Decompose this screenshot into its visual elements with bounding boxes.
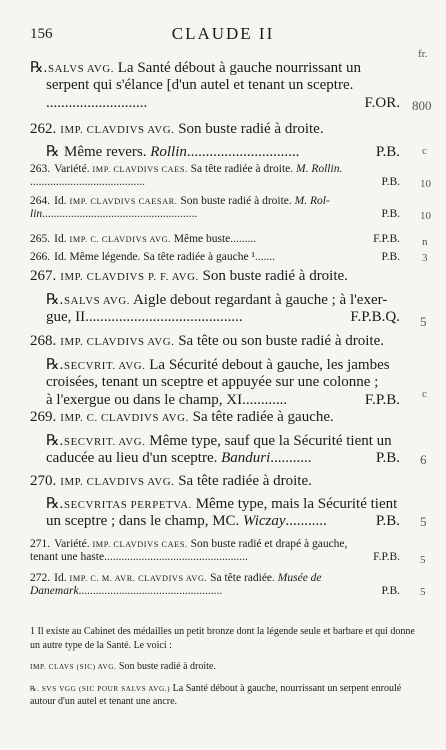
footnotes bbox=[30, 625, 420, 717]
reverse-mark: ℞. bbox=[30, 60, 48, 76]
legend: ℞. SVS VGG (SIC POUR SALVS AVG.) bbox=[30, 684, 171, 693]
description: Même type, mais la Sécurité tient bbox=[195, 496, 398, 512]
coin-reverse-entry bbox=[30, 144, 400, 161]
entry-number: 272. bbox=[30, 572, 51, 584]
coin-entry bbox=[30, 121, 400, 138]
legend: IMP. C. M. AVR. CLAVDIVS AVG. bbox=[69, 574, 208, 583]
leader-dots: .......................................... bbox=[85, 309, 243, 326]
description: serpent qui s'élance [d'un autel et tenant un sceptre. bbox=[46, 77, 354, 94]
margin-note: 5 bbox=[420, 514, 427, 529]
running-head: CLAUDE II bbox=[171, 24, 275, 43]
description: tenant une haste bbox=[30, 551, 105, 564]
entry-number: 268. bbox=[30, 333, 57, 349]
coin-entry bbox=[30, 538, 400, 564]
description: Même revers. bbox=[64, 144, 147, 160]
description: Sa tête radiée à droite. bbox=[190, 163, 294, 175]
entry-number: 266. bbox=[30, 251, 51, 263]
entry-number: 269. bbox=[30, 409, 57, 425]
legend: SALVS AVG. bbox=[48, 63, 115, 75]
leader-dots: ....... bbox=[254, 251, 276, 263]
leader-dots: .................................................. bbox=[104, 551, 248, 564]
grade: F.P.B.Q. bbox=[350, 309, 400, 326]
leader-dots: .............................. bbox=[186, 144, 300, 160]
coin-reverse-entry bbox=[30, 60, 400, 112]
grade: P.B. bbox=[375, 450, 400, 467]
description: La Santé débout à gauche nourrissant un bbox=[117, 60, 362, 76]
footnote: 1 Il existe au Cabinet des médailles un petit bronze dont la légende seule et barbare et qui donne un autre type de la Santé. Le voici : bbox=[30, 626, 415, 651]
grade: P.B. bbox=[381, 208, 400, 221]
coin-entry bbox=[30, 473, 400, 490]
grade: P.B. bbox=[381, 585, 400, 598]
entry-number: 267. bbox=[30, 268, 57, 284]
description: Son buste radié à droite. bbox=[202, 268, 348, 284]
page-number: 156 bbox=[30, 26, 53, 42]
description: Même buste bbox=[173, 233, 231, 245]
entry-number: 262. bbox=[30, 121, 57, 137]
leader-dots: ......... bbox=[230, 233, 257, 245]
variant-label: Id. bbox=[54, 195, 67, 207]
description: Son buste radié à droite. bbox=[180, 195, 292, 207]
coin-entry bbox=[30, 195, 400, 221]
leader-dots: ........................... bbox=[46, 94, 148, 111]
legend: SECVRIT. AVG. bbox=[64, 360, 146, 372]
coin-entry bbox=[30, 409, 400, 426]
legend: IMP. CLAVDIVS P. F. AVG. bbox=[60, 271, 199, 283]
entry-number: 264. bbox=[30, 195, 51, 207]
margin-note: 3 bbox=[422, 252, 428, 264]
grade: P.B. bbox=[375, 144, 400, 160]
source: Musée de bbox=[277, 572, 322, 584]
margin-note: 10 bbox=[420, 178, 431, 190]
grade: P.B. bbox=[381, 251, 400, 263]
variant-label: Variété. bbox=[54, 163, 90, 175]
margin-note: 5 bbox=[420, 554, 426, 566]
margin-note: 800 bbox=[412, 98, 432, 113]
source: lin bbox=[30, 208, 43, 221]
grade: P.B. bbox=[381, 176, 400, 189]
coin-entry bbox=[30, 251, 400, 264]
description: à l'exergue ou dans le champ, XI bbox=[46, 391, 243, 408]
description: Même légende. Sa tête radiée à gauche ¹ bbox=[69, 251, 255, 263]
leader-dots: ........... bbox=[270, 450, 312, 467]
legend: IMP. CLAVDIVS CAES. bbox=[92, 540, 188, 549]
grade: F.OR. bbox=[364, 94, 400, 111]
reverse-mark: ℞. bbox=[46, 292, 64, 308]
grade: F.P.B. bbox=[373, 233, 400, 245]
legend: IMP. CLAVDIVS AVG. bbox=[60, 336, 175, 348]
margin-note: fr. bbox=[418, 48, 428, 60]
margin-note: 5 bbox=[420, 314, 427, 329]
source: M. Rollin. bbox=[296, 163, 343, 175]
description: Son buste radié à droite. bbox=[178, 121, 324, 137]
coin-entry bbox=[30, 333, 400, 350]
coin-reverse-entry bbox=[30, 433, 400, 468]
margin-note: 6 bbox=[420, 452, 427, 467]
coin-reverse-entry bbox=[30, 292, 400, 327]
source: Banduri bbox=[221, 450, 271, 467]
legend: IMP. CLAVS (SIC) AVG. bbox=[30, 663, 117, 671]
margin-note: n bbox=[422, 236, 428, 248]
variant-label: Id. bbox=[54, 251, 67, 263]
legend: SECVRITAS PERPETVA. bbox=[64, 499, 192, 511]
source: M. Rol- bbox=[294, 195, 330, 207]
legend: IMP. CLAVDIVS CAESAR. bbox=[69, 197, 178, 206]
leader-dots: ........... bbox=[285, 513, 327, 530]
margin-note: 10 bbox=[420, 210, 431, 222]
margin-note: c bbox=[422, 145, 427, 157]
legend: SALVS AVG. bbox=[64, 295, 131, 307]
grade: F.P.B. bbox=[364, 391, 400, 408]
legend: IMP. CLAVDIVS CAES. bbox=[92, 165, 188, 174]
margin-note: 5 bbox=[420, 586, 426, 598]
legend: IMP. C. CLAVDIVS AVG. bbox=[60, 412, 189, 424]
reverse-mark: ℞. bbox=[46, 357, 64, 373]
leader-dots: ...................................................... bbox=[42, 208, 198, 221]
legend: IMP. C. CLAVDIVS AVG. bbox=[69, 235, 171, 244]
source: Rollin bbox=[150, 144, 187, 160]
reverse-mark: ℞. bbox=[46, 433, 64, 449]
margin-note: c bbox=[422, 388, 427, 400]
footnote bbox=[30, 682, 420, 709]
coin-reverse-entry bbox=[30, 357, 400, 409]
description: Sa tête ou son buste radié à droite. bbox=[178, 333, 384, 349]
leader-dots: .................................................. bbox=[78, 585, 223, 598]
variant-label: Id. bbox=[54, 572, 67, 584]
grade: P.B. bbox=[375, 513, 400, 530]
leader-dots: ........................................ bbox=[30, 176, 145, 189]
description: Aigle debout regardant à gauche ; à l'exer- bbox=[132, 292, 388, 308]
entry-number: 263. bbox=[30, 163, 51, 175]
legend: IMP. CLAVDIVS AVG. bbox=[60, 476, 175, 488]
grade: F.P.B. bbox=[373, 551, 400, 564]
reverse-mark: ℞ bbox=[46, 144, 60, 160]
description: Son buste radié et drapé à gauche, bbox=[190, 538, 348, 550]
source: Wiczay bbox=[243, 513, 286, 530]
description: Même type, sauf que la Sécurité tient un bbox=[149, 433, 392, 449]
description: La Sécurité debout à gauche, les jambes bbox=[149, 357, 390, 373]
coin-reverse-entry bbox=[30, 496, 400, 531]
legend: IMP. CLAVDIVS AVG. bbox=[60, 124, 175, 136]
entry-number: 265. bbox=[30, 233, 51, 245]
description: un sceptre ; dans le champ, MC. bbox=[46, 513, 240, 530]
description: Sa tête radiée à gauche. bbox=[192, 409, 334, 425]
coin-entry bbox=[30, 268, 400, 285]
variant-label: Id. bbox=[54, 233, 67, 245]
description: La Santé débout à gauche, nourrissant un serpent enroulé autour d'un autel et tenant une ancre. bbox=[30, 682, 402, 707]
coin-entry bbox=[30, 163, 400, 189]
coin-entry bbox=[30, 233, 400, 246]
variant-label: Variété. bbox=[54, 538, 90, 550]
entry-number: 270. bbox=[30, 473, 57, 489]
description: croisées, tenant un sceptre et appuyée sur une colonne ; bbox=[46, 374, 379, 391]
description: caducée au lieu d'un sceptre. bbox=[46, 450, 218, 467]
description: Sa tête radiée à droite. bbox=[178, 473, 312, 489]
description: gue, II bbox=[46, 309, 86, 326]
description: Son buste radié à droite. bbox=[118, 661, 216, 672]
legend: SECVRIT. AVG. bbox=[64, 436, 146, 448]
leader-dots: ............ bbox=[242, 391, 288, 408]
source: Danemark bbox=[30, 585, 79, 598]
coin-entry bbox=[30, 572, 400, 598]
description: Sa tête radiée. bbox=[210, 572, 275, 584]
reverse-mark: ℞. bbox=[46, 496, 64, 512]
footnote bbox=[30, 660, 420, 674]
entry-number: 271. bbox=[30, 538, 51, 550]
